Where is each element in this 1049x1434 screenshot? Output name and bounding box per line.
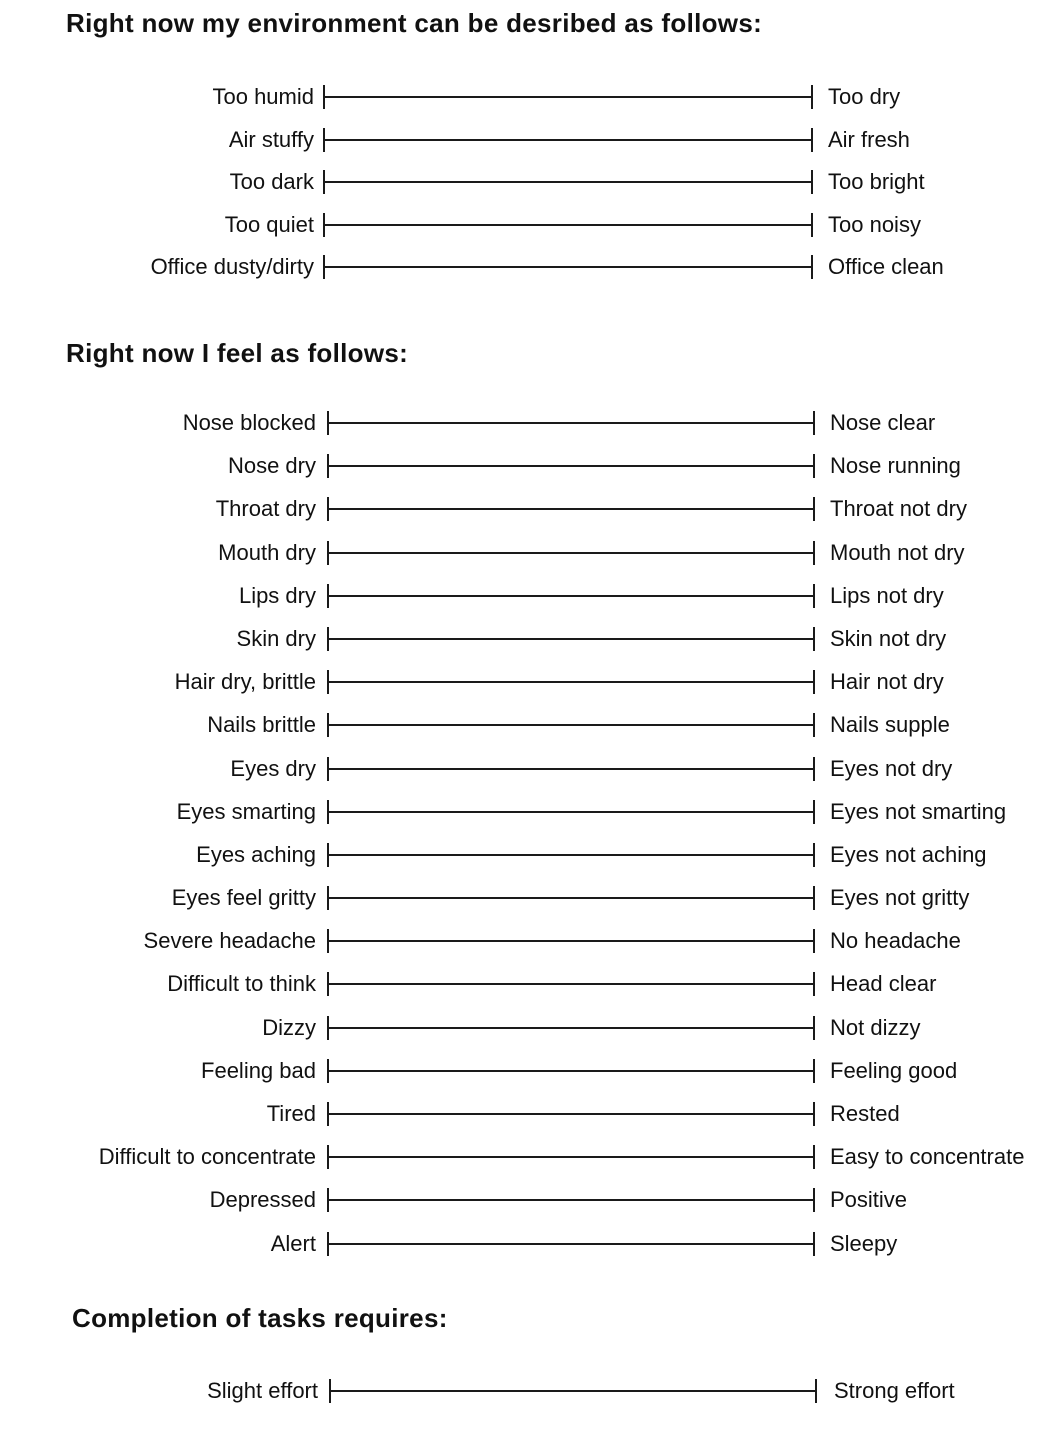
rating-line[interactable]: [328, 1156, 814, 1158]
scale-right-label: Head clear: [830, 971, 937, 997]
scale-left-label: Difficult to think: [167, 971, 316, 997]
rating-line[interactable]: [324, 181, 812, 183]
scale-right-label: Nose running: [830, 453, 961, 479]
scale-left-label: Difficult to concentrate: [98, 1144, 316, 1170]
rating-line[interactable]: [328, 465, 814, 467]
scale-right-label: No headache: [830, 928, 961, 954]
scale-right-label: Eyes not smarting: [830, 798, 1007, 824]
scale-right-end-tick: [813, 627, 815, 651]
scale-right-end-tick: [813, 1059, 815, 1083]
feelings-scales: [0, 402, 1049, 1266]
rating-line[interactable]: [328, 724, 814, 726]
rating-line[interactable]: [328, 811, 814, 813]
scale-right-label: Not dizzy: [830, 1014, 921, 1040]
scale-left-label: Eyes aching: [196, 841, 316, 867]
rating-line[interactable]: [328, 940, 814, 942]
rating-scale-row: [0, 618, 1049, 661]
rating-line[interactable]: [328, 681, 814, 683]
feelings-heading: Right now I feel as follows:: [66, 338, 409, 368]
rating-scale-row: [0, 920, 1049, 963]
scale-right-end-tick: [813, 411, 815, 435]
scale-left-label: Office dusty/dirty: [150, 254, 314, 279]
rating-line[interactable]: [328, 897, 814, 899]
scale-left-label: Throat dry: [215, 496, 316, 522]
rating-scale-row: [0, 1370, 1049, 1413]
scale-right-label: Lips not dry: [830, 582, 944, 608]
scale-right-label: Throat not dry: [830, 496, 967, 522]
scale-left-label: Slight effort: [207, 1378, 318, 1403]
scale-right-end-tick: [813, 454, 815, 478]
scale-left-label: Dizzy: [262, 1014, 316, 1040]
scale-left-label: Eyes feel gritty: [171, 885, 316, 911]
rating-scale-row: [0, 791, 1049, 834]
scale-right-end-tick: [813, 713, 815, 737]
scale-left-label: Skin dry: [236, 625, 316, 651]
scale-right-end-tick: [813, 843, 815, 867]
rating-scale-row: [0, 204, 1049, 247]
scale-right-end-tick: [811, 255, 813, 279]
rating-line[interactable]: [328, 983, 814, 985]
rating-line[interactable]: [328, 508, 814, 510]
scale-left-label: Tired: [266, 1101, 316, 1126]
tasks-scales: [0, 1370, 1049, 1413]
rating-line[interactable]: [328, 1027, 814, 1029]
scale-right-label: Strong effort: [834, 1378, 955, 1403]
scale-right-end-tick: [813, 1232, 815, 1256]
scale-left-label: Severe headache: [143, 928, 316, 954]
scale-right-label: Eyes not dry: [830, 755, 953, 781]
scale-right-label: Office clean: [828, 254, 944, 279]
scale-right-label: Easy to concentrate: [830, 1144, 1025, 1170]
scale-right-end-tick: [813, 1145, 815, 1169]
scale-right-end-tick: [813, 670, 815, 694]
scale-left-label: Nails brittle: [207, 712, 316, 738]
scale-right-end-tick: [811, 85, 813, 109]
scale-right-end-tick: [811, 128, 813, 152]
scale-right-label: Skin not dry: [830, 625, 947, 651]
rating-line[interactable]: [328, 552, 814, 554]
rating-scale-row: [0, 445, 1049, 488]
rating-scale-row: [0, 1050, 1049, 1093]
scale-right-label: Sleepy: [830, 1230, 898, 1256]
rating-line[interactable]: [328, 422, 814, 424]
rating-line[interactable]: [328, 1243, 814, 1245]
scale-right-end-tick: [813, 757, 815, 781]
scale-right-end-tick: [813, 541, 815, 565]
rating-scale-row: [0, 76, 1049, 119]
rating-scale-row: [0, 834, 1049, 877]
rating-scale-row: [0, 963, 1049, 1006]
rating-scale-row: [0, 488, 1049, 531]
scale-right-end-tick: [813, 497, 815, 521]
rating-line[interactable]: [328, 768, 814, 770]
rating-scale-row: [0, 661, 1049, 704]
rating-scale-row: [0, 246, 1049, 289]
rating-scale-row: [0, 1179, 1049, 1222]
tasks-heading: Completion of tasks requires:: [72, 1303, 448, 1333]
scale-right-end-tick: [815, 1379, 817, 1403]
scale-left-label: Depressed: [209, 1187, 316, 1213]
environment-scales: [0, 76, 1049, 289]
scale-right-label: Too noisy: [828, 211, 921, 237]
scale-left-label: Nose dry: [227, 453, 316, 479]
scale-right-end-tick: [813, 929, 815, 953]
scale-left-label: Too dark: [229, 169, 314, 194]
scale-right-label: Positive: [830, 1187, 908, 1213]
rating-scale-row: [0, 575, 1049, 618]
rating-line[interactable]: [324, 139, 812, 141]
scale-left-label: Too quiet: [224, 211, 314, 237]
scale-right-end-tick: [813, 972, 815, 996]
scale-right-end-tick: [813, 800, 815, 824]
scale-left-label: Mouth dry: [218, 539, 316, 565]
rating-scale-row: [0, 704, 1049, 747]
rating-scale-row: [0, 161, 1049, 204]
scale-left-label: Hair dry, brittle: [174, 669, 316, 695]
rating-line[interactable]: [328, 1070, 814, 1072]
scale-left-label: Air stuffy: [228, 126, 314, 152]
environment-heading: Right now my environment can be desribed as follows:: [66, 8, 763, 38]
rating-scale-row: [0, 532, 1049, 575]
scale-right-label: Nose clear: [830, 410, 936, 435]
scale-right-label: Eyes not aching: [830, 841, 987, 867]
scale-right-label: Nails supple: [830, 712, 950, 738]
scale-right-label: Mouth not dry: [830, 539, 965, 565]
scale-left-label: Lips dry: [238, 582, 316, 608]
scale-left-label: Too humid: [212, 84, 314, 109]
scale-right-label: Air fresh: [828, 126, 910, 152]
scale-right-label: Rested: [830, 1101, 900, 1126]
rating-line[interactable]: [324, 224, 812, 226]
rating-line[interactable]: [328, 1199, 814, 1201]
rating-line[interactable]: [328, 1113, 814, 1115]
scale-right-end-tick: [813, 1188, 815, 1212]
scale-right-label: Hair not dry: [830, 669, 944, 695]
scale-right-end-tick: [813, 1102, 815, 1126]
scale-left-label: Nose blocked: [182, 410, 316, 435]
rating-scale-row: [0, 1093, 1049, 1136]
rating-line[interactable]: [328, 638, 814, 640]
scale-right-end-tick: [813, 1016, 815, 1040]
scale-left-label: Alert: [270, 1230, 316, 1256]
rating-scale-row: [0, 402, 1049, 445]
scale-left-label: Feeling bad: [201, 1057, 316, 1083]
rating-scale-row: [0, 877, 1049, 920]
scale-left-label: Eyes smarting: [176, 798, 316, 824]
scale-right-end-tick: [813, 584, 815, 608]
rating-line[interactable]: [328, 854, 814, 856]
rating-line[interactable]: [324, 96, 812, 98]
rating-line[interactable]: [330, 1390, 816, 1392]
scale-right-label: Feeling good: [830, 1057, 958, 1083]
rating-line[interactable]: [328, 595, 814, 597]
rating-scale-row: [0, 1223, 1049, 1266]
rating-scale-row: [0, 1007, 1049, 1050]
scale-right-end-tick: [811, 213, 813, 237]
scale-right-end-tick: [811, 170, 813, 194]
scale-right-end-tick: [813, 886, 815, 910]
scale-right-label: Too bright: [828, 169, 925, 194]
rating-scale-row: [0, 1136, 1049, 1179]
scale-right-label: Eyes not gritty: [830, 885, 970, 911]
scale-right-label: Too dry: [828, 84, 901, 109]
rating-scale-row: [0, 748, 1049, 791]
rating-scale-row: [0, 119, 1049, 162]
scale-left-label: Eyes dry: [230, 755, 316, 781]
rating-line[interactable]: [324, 266, 812, 268]
